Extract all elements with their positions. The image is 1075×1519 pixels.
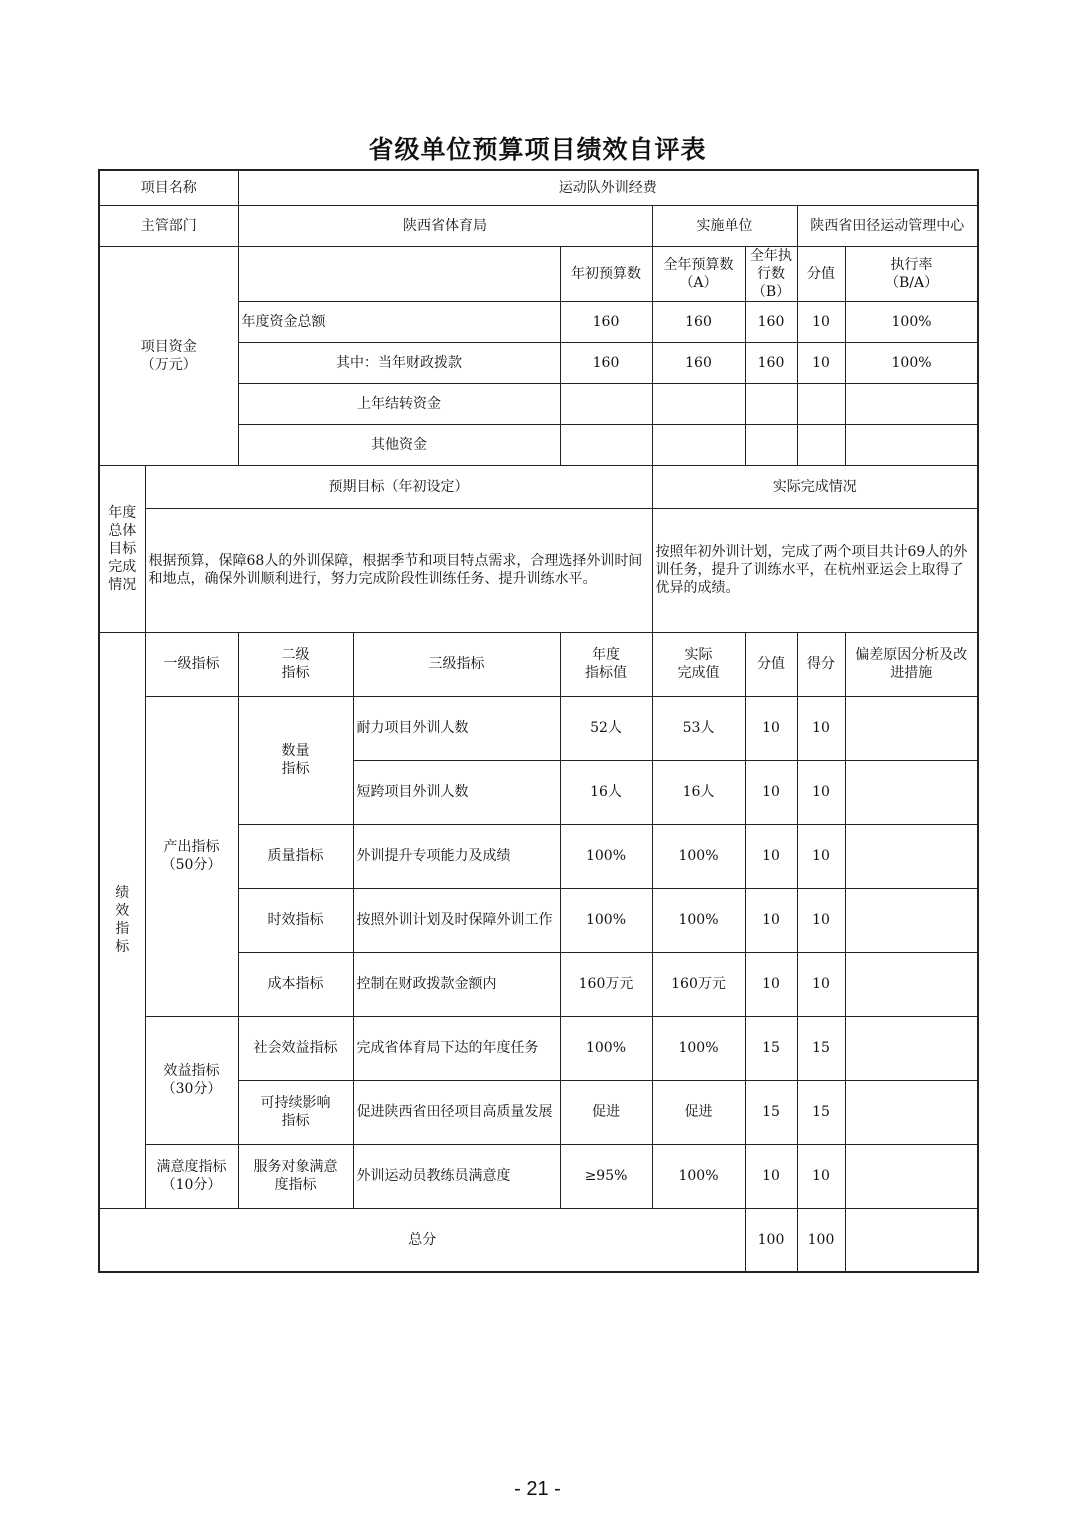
indicator-name: 促进陕西省田径项目高质量发展 [353,1080,560,1144]
funds-label: 项目资金 （万元） [99,246,238,465]
funds-cell [652,424,745,465]
funds-cell [797,383,845,424]
project-name-label: 项目名称 [99,170,238,205]
level2-quantity: 数量 指标 [238,696,353,824]
impl-unit-label: 实施单位 [652,205,797,246]
indicator-target: 100% [560,888,652,952]
funds-header-annual: 全年预算数 （A） [652,246,745,301]
indicator-weight: 10 [745,888,797,952]
indicator-header-score: 得分 [797,632,845,696]
goals-actual-text: 按照年初外训计划，完成了两个项目共计69人的外训任务，提升了训练水平，在杭州亚运会上取得了优异的成绩。 [652,508,978,632]
total-note [845,1208,978,1272]
funds-header-blank [238,246,560,301]
funds-header-rate: 执行率 （B/A） [845,246,978,301]
indicator-actual: 100% [652,824,745,888]
funds-cell [560,383,652,424]
funds-cell: 160 [560,301,652,342]
funds-cell: 160 [745,301,797,342]
funds-row-name: 上年结转资金 [238,383,560,424]
indicator-header-actual: 实际 完成值 [652,632,745,696]
indicator-note [845,824,978,888]
indicator-score: 10 [797,760,845,824]
goals-expected-header: 预期目标（年初设定） [145,465,652,508]
funds-cell: 160 [652,342,745,383]
funds-header-executed: 全年执行数 （B） [745,246,797,301]
indicator-score: 15 [797,1080,845,1144]
performance-evaluation-table [98,169,979,1273]
indicator-name: 控制在财政拨款金额内 [353,952,560,1016]
indicator-name: 耐力项目外训人数 [353,696,560,760]
indicator-name: 外训提升专项能力及成绩 [353,824,560,888]
indicator-target: 促进 [560,1080,652,1144]
funds-cell: 100% [845,301,978,342]
funds-header-initial: 年初预算数 [560,246,652,301]
indicator-actual: 100% [652,888,745,952]
funds-cell: 100% [845,342,978,383]
indicator-name: 按照外训计划及时保障外训工作 [353,888,560,952]
total-score: 100 [797,1208,845,1272]
indicator-actual: 160万元 [652,952,745,1016]
impl-unit-value: 陕西省田径运动管理中心 [797,205,978,246]
indicator-note [845,1080,978,1144]
funds-cell: 160 [560,342,652,383]
indicators-label: 绩 效 指 标 [99,632,145,1208]
indicator-target: 52人 [560,696,652,760]
funds-cell [797,424,845,465]
funds-cell [652,383,745,424]
dept-label: 主管部门 [99,205,238,246]
indicator-name: 完成省体育局下达的年度任务 [353,1016,560,1080]
goals-expected-text: 根据预算，保障68人的外训保障，根据季节和项目特点需求，合理选择外训时间和地点，确保外训顺利进行，努力完成阶段性训练任务、提升训练水平。 [145,508,652,632]
level1-output: 产出指标 （50分） [145,696,238,1016]
indicator-header-level1: 一级指标 [145,632,238,696]
funds-header-weight: 分值 [797,246,845,301]
indicator-actual: 100% [652,1016,745,1080]
total-weight: 100 [745,1208,797,1272]
funds-cell [745,424,797,465]
funds-cell [745,383,797,424]
form-title: 省级单位预算项目绩效自评表 [368,135,707,164]
indicator-weight: 10 [745,824,797,888]
funds-row-name: 其他资金 [238,424,560,465]
level2-social: 社会效益指标 [238,1016,353,1080]
total-label: 总分 [99,1208,745,1272]
indicator-weight: 15 [745,1016,797,1080]
funds-row-name: 其中：当年财政拨款 [238,342,560,383]
indicator-header-level2: 二级 指标 [238,632,353,696]
indicator-weight: 10 [745,696,797,760]
indicator-note [845,696,978,760]
indicator-score: 10 [797,824,845,888]
indicator-actual: 53人 [652,696,745,760]
indicator-target: 160万元 [560,952,652,1016]
dept-value: 陕西省体育局 [238,205,652,246]
funds-row-name: 年度资金总额 [238,301,560,342]
indicator-score: 10 [797,888,845,952]
goals-label: 年度 总体 目标 完成 情况 [99,465,145,632]
indicator-note [845,1016,978,1080]
indicator-note [845,760,978,824]
indicator-weight: 15 [745,1080,797,1144]
indicator-header-deviation: 偏差原因分析及改进措施 [845,632,978,696]
level2-cost: 成本指标 [238,952,353,1016]
level2-sustain: 可持续影响 指标 [238,1080,353,1144]
indicator-target: 100% [560,1016,652,1080]
indicator-actual: 16人 [652,760,745,824]
funds-cell [560,424,652,465]
indicator-actual: 100% [652,1144,745,1208]
indicator-weight: 10 [745,760,797,824]
page-number: - 21 - [514,1478,561,1500]
indicator-weight: 10 [745,1144,797,1208]
level1-satisfaction: 满意度指标 （10分） [145,1144,238,1208]
indicator-weight: 10 [745,952,797,1016]
funds-cell: 160 [652,301,745,342]
indicator-actual: 促进 [652,1080,745,1144]
indicator-header-target: 年度 指标值 [560,632,652,696]
indicator-score: 10 [797,1144,845,1208]
funds-cell [845,424,978,465]
indicator-note [845,952,978,1016]
funds-cell: 10 [797,301,845,342]
level2-quality: 质量指标 [238,824,353,888]
indicator-name: 短跨项目外训人数 [353,760,560,824]
indicator-header-level3: 三级指标 [353,632,560,696]
indicator-score: 15 [797,1016,845,1080]
goals-actual-header: 实际完成情况 [652,465,978,508]
indicator-target: ≥95% [560,1144,652,1208]
indicator-target: 100% [560,824,652,888]
indicator-score: 10 [797,952,845,1016]
level1-benefit: 效益指标 （30分） [145,1016,238,1144]
project-name-value: 运动队外训经费 [238,170,978,205]
indicator-target: 16人 [560,760,652,824]
level2-timeliness: 时效指标 [238,888,353,952]
funds-cell [845,383,978,424]
indicator-note [845,888,978,952]
level2-service: 服务对象满意 度指标 [238,1144,353,1208]
indicator-name: 外训运动员教练员满意度 [353,1144,560,1208]
indicator-score: 10 [797,696,845,760]
indicator-header-weight: 分值 [745,632,797,696]
funds-cell: 10 [797,342,845,383]
funds-cell: 160 [745,342,797,383]
indicator-note [845,1144,978,1208]
